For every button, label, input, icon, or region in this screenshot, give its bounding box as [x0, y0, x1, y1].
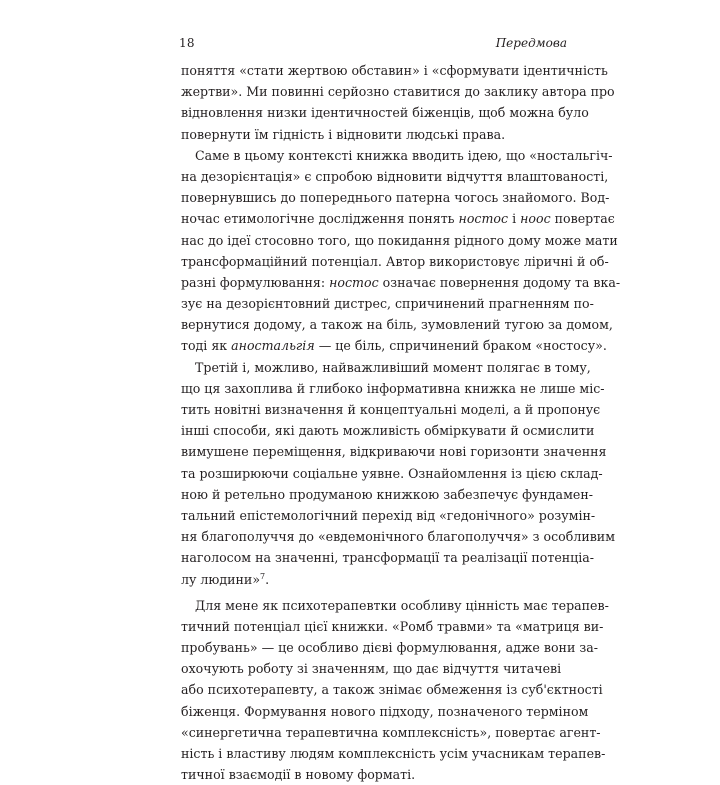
text-line: повернути їм гідність і відновити людські права. — [181, 126, 506, 142]
paragraph — [181, 145, 621, 357]
text-line — [181, 272, 621, 293]
text-line: нас до ідеї стосовно того, що покидання рідного дому може мати — [181, 232, 618, 248]
paragraph — [181, 60, 615, 145]
text-line: тичної взаємодії в новому форматі. — [181, 767, 416, 783]
text-line: вернутися додому, а також на біль, зумовлений тугою за домом, — [181, 317, 613, 333]
text-line: Саме в цьому контексті книжка вводить ідею, що «ностальгіч- — [195, 147, 613, 163]
page-number: 18 — [179, 36, 195, 50]
text-line: що ця захоплива й глибоко інформативна книжка не лише міс- — [181, 380, 605, 396]
text-line: наголосом на значенні, трансформації та реалізації потенціа- — [181, 550, 595, 566]
text-line: ня благополуччя до «евдемонічного благополуччя» з особливим — [181, 529, 615, 545]
text-line: на дезорієнтація» є спробою відновити відчуття влаштованості, — [181, 168, 609, 184]
text-fragment: ночас етимологічне дослідження понять — [181, 211, 455, 227]
term-nostos: ностос — [458, 211, 509, 227]
text-line: «синергетична терапевтична комплексність», повертає агент- — [181, 724, 601, 740]
text-fragment: . — [265, 571, 270, 587]
term-anostalgia: аностальгія — [231, 338, 315, 354]
text-line: та розширюючи соціальне уявне. Ознайомлення із цією склад- — [181, 465, 603, 481]
text-line: пробувань» — це особливо дієві формулювання, адже вони за- — [181, 640, 598, 656]
body-text — [181, 60, 621, 785]
text-line: тичний потенціал цієї книжки. «Ромб травми» та «матриця ви- — [181, 618, 604, 634]
text-line: охочують роботу зі значенням, що дає відчуття читачеві — [181, 661, 562, 677]
paragraph — [181, 357, 615, 590]
term-noos: ноос — [520, 211, 551, 227]
text-fragment: — це біль, спричинений браком «ностосу». — [318, 338, 607, 354]
text-fragment: повертає — [554, 211, 615, 227]
text-line: поняття «стати жертвою обставин» і «сформувати ідентичність — [181, 63, 608, 78]
text-line: вимушене переміщення, відкриваючи нові горизонти значення — [181, 444, 607, 460]
text-line: інші способи, які дають можливість обміркувати й осмислити — [181, 423, 595, 439]
text-fragment: означає повернення додому та вка- — [382, 274, 621, 290]
text-line: ною й ретельно продуманою книжкою забезпечує фундамен- — [181, 486, 593, 502]
text-fragment: лу людини» — [181, 571, 261, 587]
text-line — [181, 335, 607, 356]
text-fragment: разні формулювання: — [181, 274, 326, 290]
footnote-mark[interactable]: 7 — [260, 571, 266, 581]
text-fragment: тоді як — [181, 338, 228, 354]
term-nostos: ностос — [329, 274, 379, 290]
paragraph — [181, 595, 609, 785]
text-line: повернувшись до попереднього патерна чогось знайомого. Вод- — [181, 190, 610, 206]
text-line: трансформаційний потенціал. Автор використовує ліричні й об- — [181, 253, 609, 269]
text-line: біженця. Формування нового підходу, позначеного терміном — [181, 703, 589, 719]
text-line: зує на дезорієнтовний дистрес, спричинений прагненням по- — [181, 296, 594, 312]
text-line: тить новітні визначення й концептуальні моделі, а й пропонує — [181, 402, 601, 417]
text-line: Для мене як психотерапевтки особливу цінність має терапев- — [195, 597, 609, 613]
text-line: відновлення низки ідентичностей біженців, щоб можна було — [181, 105, 589, 121]
text-line: тальний епістемологічний перехід від «гедонічного» розумін- — [181, 507, 596, 523]
text-line: ність і властиву людям комплексність усім учасникам терапев- — [181, 746, 606, 761]
running-head-title: Передмова — [495, 36, 567, 50]
text-line: Третій і, можливо, найважливіший момент полягає в тому, — [195, 359, 591, 375]
text-line — [181, 208, 615, 229]
text-line — [181, 569, 547, 590]
text-line: або психотерапевту, а також знімає обмеження із суб'єктності — [181, 682, 603, 698]
text-line: жертви». Ми повинні серйозно ставитися до заклику автора про — [181, 84, 615, 100]
text-fragment: і — [512, 211, 517, 227]
